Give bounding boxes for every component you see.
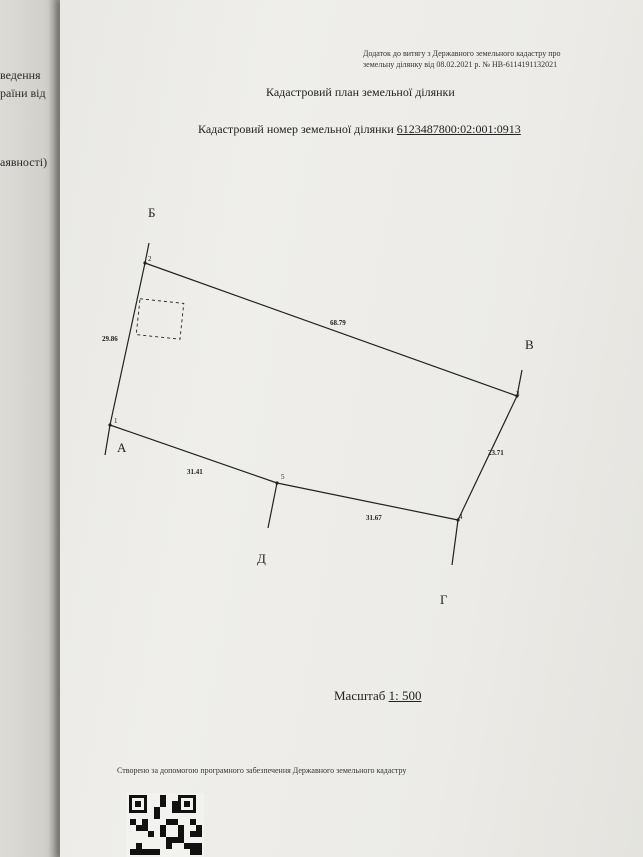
- qr-finder-pattern: [129, 795, 147, 813]
- scale-label: Масштаб: [334, 688, 386, 703]
- scale-line: [334, 688, 421, 704]
- corner-letter-a: А: [117, 440, 127, 455]
- footer-note: Створено за допомогою програмного забезпечення Державного земельного кадастру: [117, 766, 407, 775]
- corner-letter-d: Д: [257, 551, 266, 566]
- qr-finder-pattern: [178, 795, 196, 813]
- scale-value: 1: 500: [388, 688, 422, 703]
- side-length-3-4: 23.71: [488, 449, 504, 457]
- point-number-4: 4: [459, 513, 463, 521]
- underlying-page-text-1: ведення: [0, 68, 41, 82]
- qr-module: [154, 849, 160, 855]
- qr-module: [196, 831, 202, 837]
- boundary-side-1-2: [110, 263, 145, 425]
- cadastral-plan-drawing: [60, 0, 643, 857]
- corner-letter-v: В: [525, 337, 534, 352]
- header-note-line-1: Додаток до витягу з Державного земельного кадастру про: [363, 49, 561, 58]
- side-length-1-2: 29.86: [102, 335, 118, 343]
- qr-module: [154, 813, 160, 819]
- document-sheet: [60, 0, 643, 857]
- point-number-1: 1: [114, 417, 118, 425]
- header-note-line-2: земельну ділянку від 08.02.2021 р. № НВ-6114191132021: [363, 60, 558, 69]
- boundary-side-2-3: [145, 263, 517, 396]
- neighbor-line-g: [452, 520, 458, 565]
- underlying-page-text-2: раїни від: [0, 86, 46, 100]
- vertex-dot-5: [275, 481, 278, 484]
- side-length-4-5: 31.67: [366, 514, 382, 522]
- side-length-2-3: 68.79: [330, 319, 346, 327]
- underlying-page-text-3: аявності): [0, 155, 48, 169]
- side-length-5-1: 31.41: [187, 468, 203, 476]
- point-number-3: 3: [516, 390, 520, 398]
- neighbor-line-a: [105, 425, 110, 455]
- cadastral-number: 6123487800:02:001:0913: [396, 122, 521, 136]
- boundary-side-3-4: [458, 396, 517, 520]
- cadastral-number-label: Кадастровий номер земельної ділянки: [198, 122, 394, 136]
- vertex-dot-1: [108, 423, 111, 426]
- building-outline: [136, 299, 184, 339]
- qr-module: [148, 831, 154, 837]
- point-number-5: 5: [281, 473, 285, 481]
- qr-module: [196, 849, 202, 855]
- page-title: Кадастровий план земельної ділянки: [266, 85, 455, 99]
- qr-module: [160, 801, 166, 807]
- qr-code: [126, 793, 204, 857]
- neighbor-line-d: [268, 483, 277, 528]
- vertex-dot-2: [143, 261, 146, 264]
- corner-letter-g: Г: [440, 592, 448, 607]
- corner-letter-b: Б: [148, 205, 156, 220]
- point-number-2: 2: [148, 255, 152, 263]
- qr-module: [166, 843, 172, 849]
